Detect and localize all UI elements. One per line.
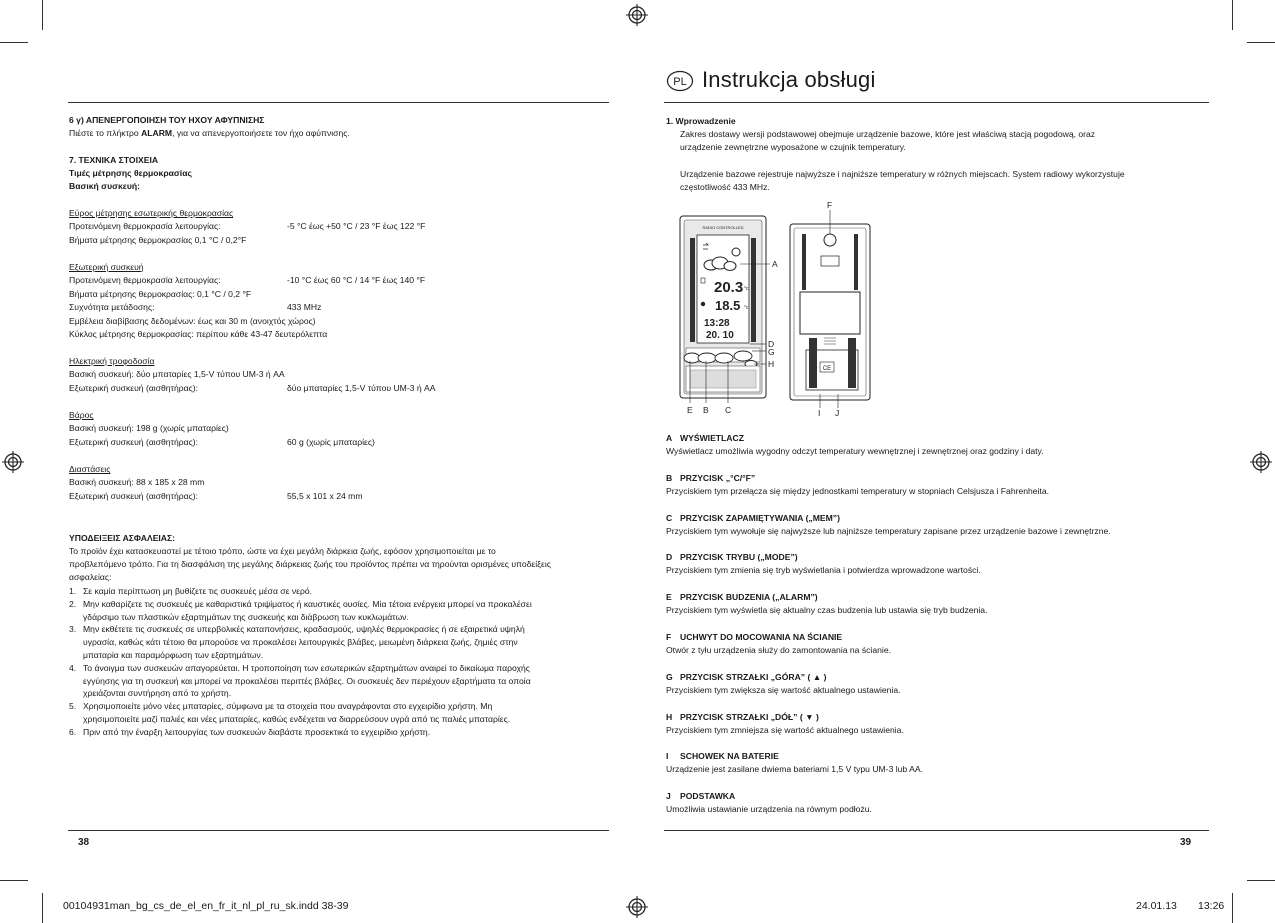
part-key: J [666, 791, 671, 802]
inner-range-title: Εύρος μέτρησης εσωτερικής θερμοκρασίας [69, 208, 234, 218]
battery-cover [800, 292, 860, 334]
safety-intro-line: Το προϊόν έχει κατασκευαστεί με τέτοιο τρόπο, ώστε να έχει μεγάλη διάρκεια ζωής, εφόσον χρησιμοποιείται με το [69, 546, 496, 556]
safety-item-number: 4. [69, 662, 77, 673]
spec-label: Εξωτερική συσκευή (αισθητήρας): [69, 382, 198, 393]
clock-date: 20. 10 [706, 330, 734, 341]
crop-mark [1232, 0, 1233, 30]
safety-item-number: 2. [69, 598, 77, 609]
crop-mark [42, 0, 43, 30]
callout-a: A [772, 259, 778, 269]
wall-mount-hole-icon [824, 234, 836, 246]
part-description: Przyciskiem tym zwiększa się wartość aktualnego ustawienia. [666, 684, 901, 695]
part-heading [666, 711, 819, 724]
safety-heading: ΥΠΟΔΕΙΞΕΙΣ ΑΣΦΑΛΕΙΑΣ: [69, 533, 176, 543]
part-key: A [666, 433, 673, 443]
crop-mark [42, 893, 43, 923]
indoor-temp: 20.3 [714, 279, 744, 296]
part-key: D [666, 552, 673, 563]
outer-title: Εξωτερική συσκευή [69, 262, 144, 272]
callout-h: H [768, 359, 775, 369]
page-number-left: 38 [78, 837, 90, 848]
callout-j: J [835, 408, 840, 418]
safety-item-line: Μην εκθέτετε τις συσκευές σε υπερβολικές καταπονήσεις, κραδασμούς, υψηλές θερμοκρασίες ή σε εξαιρετικά υψηλή [83, 624, 525, 635]
spec-label: Συχνότητα μετάδοσης: [69, 302, 155, 312]
language-badge-text: PL [673, 76, 687, 88]
safety-item-line: υγρασία, καθώς κάτι τέτοιο θα μπορούσε να προκαλέσει λειτουργικές βλάβες, μειωμένη διάρκεια ζωής, ζημιές στην [83, 637, 518, 648]
front-unit [680, 216, 766, 398]
part-title: PRZYCISK BUDZENIA („ALARM”) [680, 592, 818, 603]
safety-item-line: Σε καμία περίπτωση μη βυθίζετε τις συσκευές μέσα σε νερό. [83, 586, 313, 596]
intro-line: Urządzenie bazowe rejestruje najwyższe i najniższe temperatury w różnych miejscach. System radiowy wykorzystuje [680, 169, 1125, 179]
part-heading [666, 631, 842, 644]
display-side-bar [751, 238, 756, 342]
part-title: UCHWYT DO MOCOWANIA NA ŚCIANIE [680, 632, 843, 642]
spec-value: -10 °C έως 60 °C / 14 °F έως 140 °F [287, 275, 426, 285]
part-description: Wyświetlacz umożliwia wygodny odczyt temperatury wewnętrznej i zewnętrznej oraz godziny i daty. [666, 446, 1044, 456]
part-description: Otwór z tyłu urządzenia służy do zamontowania na ścianie. [666, 645, 891, 655]
part-title: SCHOWEK NA BATERIE [680, 751, 779, 762]
section-7-subheading: Βασική συσκευή: [69, 181, 140, 191]
intro-line: częstotliwość 433 MHz. [680, 182, 770, 192]
part-description: Przyciskiem tym zmniejsza się wartość aktualnego ustawienia. [666, 724, 904, 735]
part-heading [666, 750, 779, 763]
device-figure [670, 198, 930, 420]
intro-line: Zakres dostawy wersji podstawowej obejmuje urządzenie bazowe, które jest właściwą stacją pogodową, oraz [680, 129, 1096, 139]
safety-item-number: 6. [69, 726, 77, 737]
part-description: Przyciskiem tym przełącza się między jednostkami temperatury w stopniach Celsjusza i Fahrenheita. [666, 485, 1050, 496]
crop-mark [0, 42, 28, 43]
cf-button-drawing [698, 353, 716, 363]
part-heading [666, 671, 826, 684]
slug-date: 24.01.13 [1136, 900, 1177, 912]
crop-mark [0, 880, 28, 881]
safety-item-line: Το άνοιγμα των συσκευών απαγορεύεται. Η τροποποίηση των εσωτερικών εξαρτημάτων αναιρεί το δικαίωμα παροχής [83, 662, 530, 673]
callout-c: C [725, 405, 732, 415]
safety-intro-line: προβλεπόμενο τρόπο. Για τη διασφάλιση της μεγάλης διάρκειας ζωής του προϊόντος πρέπει να τηρούνται ορισμένες υποδείξεις [69, 559, 551, 569]
outdoor-temp-unit: °c [744, 305, 749, 311]
language-badge-icon [666, 70, 694, 92]
spec-label: Προτεινόμενη θερμοκρασία λειτουργίας: [69, 275, 221, 285]
part-heading [666, 512, 840, 525]
part-title: PRZYCISK TRYBU („MODE”) [680, 552, 798, 563]
weight-title: Βάρος [69, 410, 94, 420]
part-key: C [666, 512, 673, 523]
part-title: PODSTAWKA [680, 791, 736, 802]
mem-button-drawing [715, 353, 733, 363]
spec-value: δύο μπαταρίες 1,5-V τύπου UM-3 ή AA [287, 382, 436, 393]
header-rule [68, 102, 609, 103]
part-heading [666, 591, 818, 604]
part-description: Przyciskiem tym wyświetla się aktualny czas budzenia lub ustawia się tryb budzenia. [666, 605, 988, 616]
footer-rule [664, 830, 1209, 831]
part-title: WYŚWIETLACZ [680, 433, 744, 443]
part-title: PRZYCISK STRZAŁKI „GÓRA” ( ▲ ) [680, 671, 827, 682]
indoor-temp-unit: °c [744, 286, 749, 292]
safety-item-line: γδάρσιμο των πλαστικών εξαρτημάτων της συσκευής και διάβρωση των κυκλωμάτων. [83, 611, 409, 622]
part-key: B [666, 472, 673, 483]
callout-e: E [687, 405, 693, 415]
spec-value: 55,5 x 101 x 24 mm [287, 490, 363, 501]
page-number-right: 39 [1180, 837, 1192, 848]
page-title-text: Instrukcja obsługi [702, 67, 876, 92]
part-heading [666, 472, 755, 485]
ce-mark: CE [822, 366, 832, 372]
part-description: Urządzenie jest zasilane dwiema bateriami 1,5 V typu UM-3 lub AA. [666, 764, 923, 775]
spec-value: 433 MHz [287, 302, 322, 312]
spec-label: Βήματα μέτρησης θερμοκρασίας 0,1 °C / 0,2°F [69, 234, 247, 245]
callout-b: B [703, 405, 709, 415]
safety-item-line: χρησιμοποιείτε μαζί παλιές και νέες μπαταρίες, καθώς ενδέχεται να διαρρεύσουν υγρά από τις παλιές μπαταρίες. [83, 714, 511, 724]
intro-heading: 1. Wprowadzenie [666, 116, 736, 126]
safety-item-line: μπαταρία και παραμόρφωση των εξαρτημάτων. [83, 650, 264, 660]
part-key: H [666, 711, 673, 722]
safety-item-number: 5. [69, 701, 77, 712]
part-description: Umożliwia ustawianie urządzenia na równym podłożu. [666, 804, 872, 815]
part-heading [666, 432, 744, 445]
crop-mark [1232, 893, 1233, 923]
safety-item-line: εγγύησης για τη συσκευή και μπορεί να προκαλέσει περιττές βλάβες. Οι συσκευές δεν περιέχουν εξαρτήματα τα οποία [83, 675, 531, 686]
part-title: PRZYCISK STRZAŁKI „DÓŁ” ( ▼ ) [680, 711, 819, 722]
registration-mark-icon [1250, 451, 1272, 473]
intro-line: urządzenie zewnętrzne wyposażone w czujnik temperatury. [680, 142, 906, 152]
page-title [666, 67, 1166, 95]
callout-g: G [768, 347, 775, 357]
spec-label: Βήματα μέτρησης θερμοκρασίας: 0,1 °C / 0,2 °F [69, 288, 252, 299]
part-title: PRZYCISK „°C/°F” [680, 472, 756, 483]
section-7-heading: 7. ΤΕΧΝΙΚΑ ΣΤΟΙΧΕΙΑ [69, 155, 159, 165]
back-unit [790, 224, 870, 400]
spec-label: Κύκλος μέτρησης θερμοκρασίας: περίπου κάθε 43-47 δευτερόλεπτα [69, 329, 328, 339]
mode-button-drawing [734, 351, 752, 361]
spec-label: Βασική συσκευή: 88 x 185 x 28 mm [69, 477, 205, 487]
crop-mark [1247, 880, 1275, 881]
callout-f: F [827, 200, 833, 210]
outdoor-temp: 18.5 [715, 298, 741, 313]
part-heading [666, 551, 798, 564]
spec-value: 60 g (χωρίς μπαταρίες) [287, 436, 375, 447]
footer-rule [68, 830, 609, 831]
callout-i: I [818, 408, 821, 418]
registration-mark-icon [2, 451, 24, 473]
part-key: G [666, 671, 673, 682]
crop-mark [1247, 42, 1275, 43]
header-rule [664, 102, 1209, 103]
dimensions-title: Διαστάσεις [69, 464, 111, 474]
section-6g-heading: 6 γ) ΑΠΕΝΕΡΓΟΠΟΙΗΣΗ ΤΟΥ ΗΧΟΥ ΑΦΥΠΝΙΣΗΣ [69, 115, 265, 125]
part-key: I [666, 751, 669, 762]
spec-label: Εξωτερική συσκευή (αισθητήρας): [69, 490, 198, 501]
safety-item-line: Χρησιμοποιείτε μόνο νέες μπαταρίες, σύμφωνα με τα στοιχεία που αναγράφονται στο εγχειρίδιο χρήστη. Μη [83, 701, 493, 712]
slug-time: 13:26 [1198, 900, 1225, 912]
clock-time: 13:28 [704, 318, 730, 329]
safety-item-number: 1. [69, 586, 77, 596]
safety-item-number: 3. [69, 624, 77, 635]
radio-controlled-label: RADIO CONTROLLED [702, 225, 744, 230]
section-6g-text: Πιέστε το πλήκτρο ALARM, για να απενεργοποιήσετε τον ήχο αφύπνισης. [69, 128, 350, 138]
part-heading [666, 790, 735, 803]
safety-intro-line: ασφαλείας: [69, 572, 112, 582]
spec-label: Εμβέλεια διαβίβασης δεδομένων: έως και 30 m (ανοιχτός χώρος) [69, 315, 316, 326]
file-slug: 00104931man_bg_cs_de_el_en_fr_it_nl_pl_ru_sk.indd 38-39 [63, 900, 349, 912]
spec-label: Βασική συσκευή: 198 g (χωρίς μπαταρίες) [69, 423, 229, 433]
part-description: Przyciskiem tym zmienia się tryb wyświetlania i potwierdza wprowadzone wartości. [666, 565, 981, 576]
sensor-icon [701, 302, 705, 306]
power-title: Ηλεκτρική τροφοδοσία [69, 356, 155, 366]
safety-item-line: Μην καθαρίζετε τις συσκευές με καθαριστικά τριψίματος ή καυστικές ουσίες. Μία τέτοια ενέργεια μπορεί να προκαλέσει [83, 598, 532, 609]
safety-item-line: Πριν από την έναρξη λειτουργίας των συσκευών διαβάστε προσεκτικά το εγχειρίδιο χρήστη. [83, 726, 431, 737]
part-key: E [666, 592, 672, 603]
spec-label: Εξωτερική συσκευή (αισθητήρας): [69, 436, 198, 447]
part-key: F [666, 632, 672, 642]
spec-label: Βασική συσκευή: δύο μπαταρίες 1,5-V τύπου UM-3 ή AA [69, 369, 285, 379]
spec-label: Προτεινόμενη θερμοκρασία λειτουργίας: [69, 221, 221, 231]
spec-value: -5 °C έως +50 °C / 23 °F έως 122 °F [287, 221, 426, 231]
part-title: PRZYCISK ZAPAMIĘTYWANIA („MEM”) [680, 512, 840, 523]
section-7-subheading: Τιμές μέτρησης θερμοκρασίας [69, 168, 192, 178]
display-side-bar [690, 238, 695, 342]
registration-mark-icon [626, 4, 648, 26]
part-description: Przyciskiem tym wywołuje się najwyższe lub najniższe temperatury zapisane przez urządzenie bazowe i zewnętrzne. [666, 525, 1111, 536]
callout-d: D [768, 339, 775, 349]
safety-item-line: χρειάζονται συντήρηση από το χρήστη. [83, 688, 232, 699]
registration-mark-icon [626, 896, 648, 918]
